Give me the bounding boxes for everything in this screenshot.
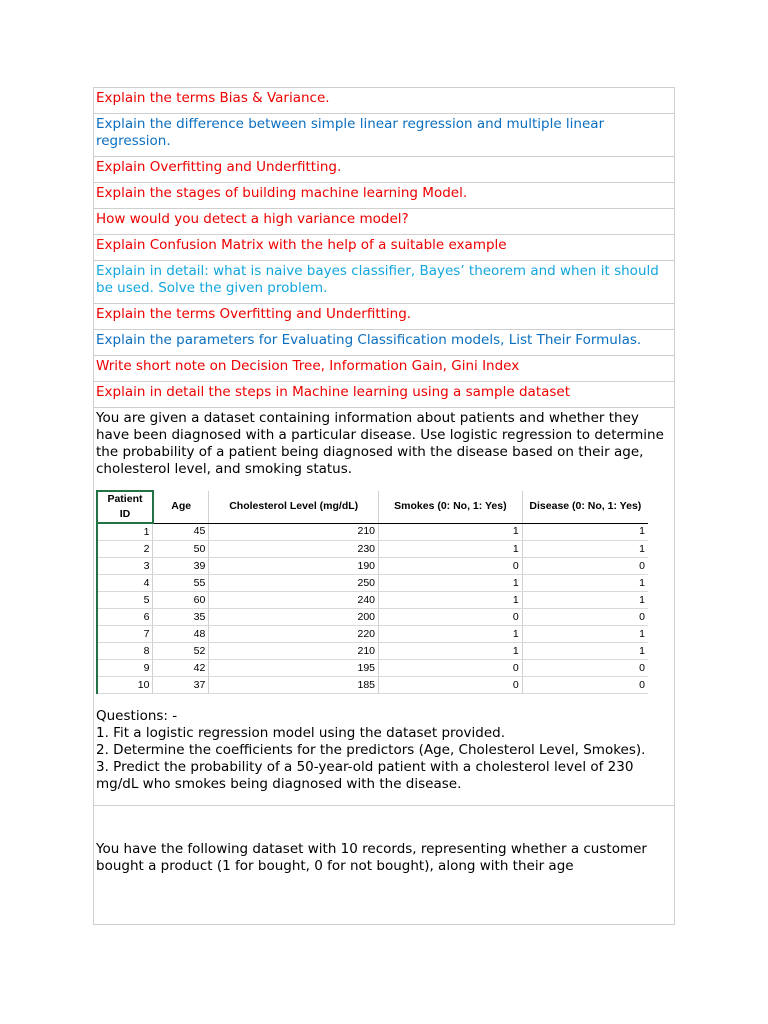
patient-dataset-table [96,490,648,694]
cell-age: 52 [153,643,209,660]
table-row [97,541,648,558]
table-row [97,558,648,575]
cell-cholesterol: 250 [209,575,379,592]
cell-age: 60 [153,592,209,609]
cell-cholesterol: 190 [209,558,379,575]
subquestion: 3. Predict the probability of a 50-year-old patient with a cholesterol level of 230 mg/dL who smokes being diagnosed with the disease. [96,759,634,792]
table-row [97,643,648,660]
cell-patient-id: 5 [97,592,153,609]
cell-disease: 1 [522,523,648,541]
problem-intro: You are given a dataset containing information about patients and whether they have been diagnosed with a particular disease. Use logistic regression to determine the probability of a patient being diagnosed with the disease based on their age, cholesterol level, and smoking status. [96,410,664,477]
cell-cholesterol: 200 [209,609,379,626]
table-row [97,609,648,626]
question-text: Explain the parameters for Evaluating Classification models, List Their Formulas. [96,332,642,348]
cell-cholesterol: 210 [209,643,379,660]
cell-patient-id: 2 [97,541,153,558]
cell-patient-id: 4 [97,575,153,592]
cell-smokes: 0 [379,609,523,626]
cell-age: 48 [153,626,209,643]
header-cholesterol: Cholesterol Level (mg/dL) [209,491,379,523]
subquestion: 2. Determine the coefficients for the predictors (Age, Cholesterol Level, Smokes). [96,742,646,758]
question-text: Explain the terms Bias & Variance. [96,90,330,106]
cell-cholesterol: 195 [209,660,379,677]
question-text: Explain the difference between simple linear regression and multiple linear regression. [96,116,605,149]
question-row [94,88,674,114]
cell-age: 55 [153,575,209,592]
header-age: Age [153,491,209,523]
cell-smokes: 0 [379,558,523,575]
question-text: Explain Confusion Matrix with the help of a suitable example [96,237,507,253]
cell-patient-id: 10 [97,677,153,694]
cell-patient-id: 9 [97,660,153,677]
question-row [94,114,674,157]
table-row [97,660,648,677]
question-row [94,209,674,235]
question-row [94,183,674,209]
subquestion: 1. Fit a logistic regression model using the dataset provided. [96,725,506,741]
cell-smokes: 1 [379,541,523,558]
header-disease: Disease (0: No, 1: Yes) [522,491,648,523]
cell-patient-id: 1 [97,523,153,541]
cell-smokes: 1 [379,575,523,592]
cell-cholesterol: 230 [209,541,379,558]
cell-disease: 1 [522,575,648,592]
question-table [93,87,675,925]
cell-age: 42 [153,660,209,677]
table-row [97,592,648,609]
question-row [94,382,674,408]
question-row [94,157,674,183]
cell-age: 35 [153,609,209,626]
cell-smokes: 1 [379,523,523,541]
question-row [94,330,674,356]
question-row [94,356,674,382]
logistic-regression-problem [94,408,674,806]
header-smokes: Smokes (0: No, 1: Yes) [379,491,523,523]
table-row [97,677,648,694]
cell-disease: 1 [522,626,648,643]
customer-purchase-problem [94,806,674,881]
question-row [94,304,674,330]
cell-cholesterol: 185 [209,677,379,694]
cell-disease: 1 [522,541,648,558]
cell-age: 39 [153,558,209,575]
cell-patient-id: 7 [97,626,153,643]
cell-patient-id: 6 [97,609,153,626]
cell-patient-id: 3 [97,558,153,575]
cell-smokes: 0 [379,660,523,677]
cell-cholesterol: 220 [209,626,379,643]
questions-heading: Questions: - [96,708,178,724]
cell-age: 50 [153,541,209,558]
cell-smokes: 1 [379,643,523,660]
question-text: Explain the terms Overfitting and Underfitting. [96,306,412,322]
table-row [97,626,648,643]
table-row [97,523,648,541]
question-text: Explain in detail: what is naive bayes classifier, Bayes’ theorem and when it should be used. Solve the given problem. [96,263,659,296]
question-text: Write short note on Decision Tree, Information Gain, Gini Index [96,358,520,374]
cell-disease: 0 [522,677,648,694]
cell-cholesterol: 210 [209,523,379,541]
cell-patient-id: 8 [97,643,153,660]
cell-smokes: 1 [379,626,523,643]
cell-disease: 1 [522,643,648,660]
cell-disease: 1 [522,592,648,609]
question-row [94,235,674,261]
question-text: Explain in detail the steps in Machine learning using a sample dataset [96,384,571,400]
cell-age: 37 [153,677,209,694]
table-row [97,575,648,592]
problem-intro: You have the following dataset with 10 records, representing whether a customer bought a product (1 for bought, 0 for not bought), along with their age [96,841,647,874]
table-header-row [97,491,648,523]
cell-disease: 0 [522,558,648,575]
cell-age: 45 [153,523,209,541]
cell-smokes: 0 [379,677,523,694]
question-row [94,261,674,304]
cell-cholesterol: 240 [209,592,379,609]
question-text: How would you detect a high variance model? [96,211,409,227]
cell-disease: 0 [522,660,648,677]
cell-smokes: 1 [379,592,523,609]
header-patient-id: Patient ID [97,491,153,523]
question-text: Explain the stages of building machine learning Model. [96,185,468,201]
cell-disease: 0 [522,609,648,626]
question-text: Explain Overfitting and Underfitting. [96,159,342,175]
